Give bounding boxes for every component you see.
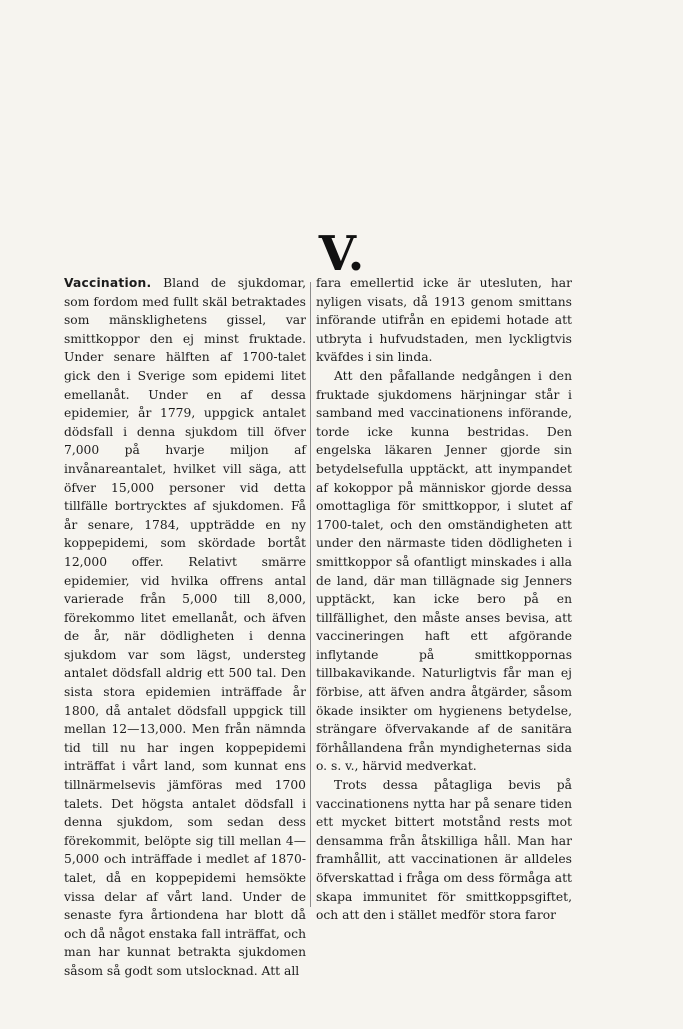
chapter-heading: V. [318,226,365,282]
section-lead-word: Vaccination. [64,276,152,290]
left-paragraph-1-text: Bland de sjukdomar, som fordom med fullt skäl betraktades som mänsklighetens gissel, var smittkoppor den ej minst fruktade. Under senare hälften af 1700-talet gick den i Sverige som epidemi litet emellanåt. Under en af dessa epidemier, år 1779, uppgick antalet dödsfall i denna sjukdom till öfver 7,000 på hvarje miljon af invånareantalet, hvilket vill säga, att öfver 15,000 personer vid detta tillfälle bortrycktes af sjukdomen. Få år senare, 1784, uppträdde en ny koppepidemi, som skördade bortåt 12,000 offer. Relativt smärre epidemier, vid hvilka offrens antal varierade från 5,000 till 8,000, förekommo litet emellanåt, och äfven de år, när dödligheten i denna sjukdom var som lägst, understeg antalet dödsfall aldrig ett 500 tal. Den sista stora epidemien inträffade år 1800, då antalet dödsfall uppgick till mellan 12—13,000. Men från nämnda tid till nu har ingen koppepidemi inträffat i vårt land, som kunnat ens tillnärmelsevis jämföras med 1700 talets. Det högsta antalet dödsfall i denna sjukdom, som sedan dess förekommit, belöpte sig till mellan 4—5,000 och inträffade i medlet af 1870-talet, då en koppepidemi hemsökte vissa delar af vårt land. Under de senaste fyra årtiondena har blott då och då något enstaka fall inträffat, och man har kunnat betrakta sjukdomen såsom så godt som utslocknad. Att all [64,276,306,978]
left-column [64,274,306,981]
right-paragraph-3: Trots dessa påtagliga bevis på vaccinationens nytta har på senare tiden ett mycket bittert motstånd rests mot densamma från åtskilliga håll. Man har framhållit, att vaccinationen är alldeles öfverskattad i fråga om dess förmåga att skapa immunitet för smittkoppsgiftet, och att den i stället medför stora faror [316,778,572,923]
left-paragraph-1 [64,274,306,981]
right-paragraph-1: fara emellertid icke är utesluten, har nyligen visats, då 1913 genom smittans införande utifrån en epidemi hotade att utbryta i hufvudstaden, men lyckligtvis kväfdes i sin linda. [316,276,572,365]
right-paragraph-2: Att den påfallande nedgången i den fruktade sjukdomens härjningar står i samband med vaccinationens införande, torde icke kunna bestridas. Den engelska läkaren Jenner gjorde sin betydelsefulla upptäckt, att inympandet af kokoppor på människor gjorde dessa omottagliga för smittkoppor, i slutet af 1700-talet, och den omständigheten att under den närmaste tiden dödligheten i smittkoppor så ofantligt minskades i alla de land, där man tillägnade sig Jenners upptäckt, kan icke bero på en tillfällighet, den måste anses bevisa, att vaccineringen haft ett afgörande inflytande på smittkoppornas tillbakavikande. Naturligtvis får man ej förbise, att äfven andra åtgärder, såsom ökade insikter om hygienens betydelse, strängare öfvervakande af de sanitära förhållandena från myndigheternas sida o. s. v., härvid medverkat. [316,368,572,774]
column-divider [310,282,311,907]
right-column [316,274,572,925]
